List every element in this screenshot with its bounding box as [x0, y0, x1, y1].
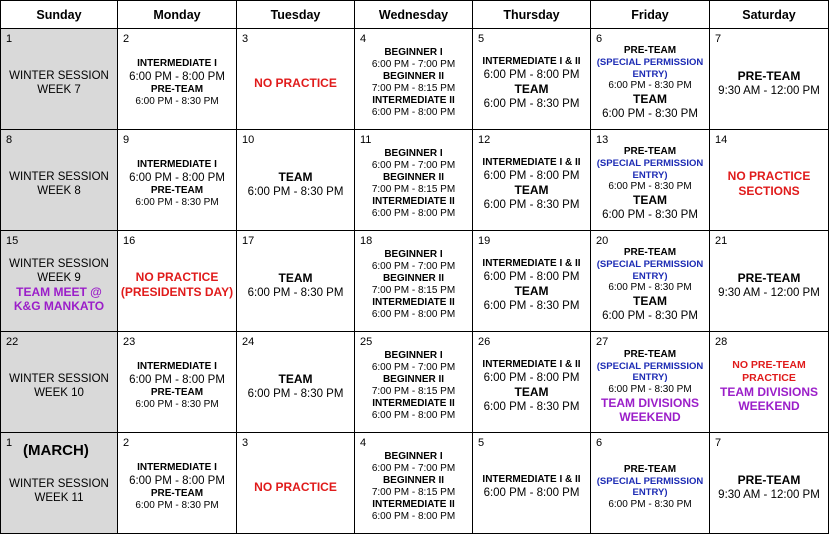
day-number: 2 [123, 33, 130, 45]
day-cell [710, 433, 829, 534]
schedule-line: TEAM [514, 182, 549, 197]
day-number: 3 [242, 33, 249, 45]
day-cell [591, 130, 710, 231]
schedule-line: TEAM DIVISIONS [719, 385, 818, 399]
day-schedule [591, 332, 709, 432]
schedule-line: WINTER SESSION [9, 373, 109, 385]
day-number: 28 [715, 336, 728, 348]
schedule-line: BEGINNER II [382, 475, 445, 486]
schedule-line: PRE-TEAM [623, 463, 677, 475]
day-cell [355, 433, 473, 534]
day-schedule [237, 433, 354, 533]
day-cell [118, 130, 237, 231]
schedule-line: INTERMEDIATE II [372, 499, 455, 510]
schedule-line: INTERMEDIATE I & II [482, 358, 581, 370]
day-cell [710, 332, 829, 433]
day-cell [1, 332, 118, 433]
week-row [1, 29, 829, 130]
schedule-line: WINTER SESSION [9, 70, 109, 82]
day-schedule [237, 29, 354, 129]
day-cell [591, 332, 710, 433]
schedule-line: 6:00 PM - 8:00 PM [483, 371, 580, 384]
schedule-line: ENTRY) [632, 372, 668, 383]
schedule-line: PRE-TEAM [737, 68, 801, 83]
day-cell [1, 231, 118, 332]
weekday-saturday: Saturday [710, 1, 829, 29]
day-cell [355, 130, 473, 231]
day-number: 25 [360, 336, 373, 348]
schedule-line: WEEK 8 [37, 185, 81, 197]
schedule-line: SECTIONS [738, 184, 800, 198]
day-schedule [118, 231, 236, 331]
day-number: 16 [123, 235, 136, 247]
day-number: 4 [360, 33, 367, 45]
calendar-body [1, 29, 829, 534]
schedule-line: PRE-TEAM [737, 472, 801, 487]
schedule-line: INTERMEDIATE I [137, 58, 217, 69]
schedule-line: NO PRACTICE [254, 75, 337, 90]
day-schedule [591, 29, 709, 129]
schedule-line: (SPECIAL PERMISSION [596, 360, 704, 372]
day-schedule [237, 130, 354, 230]
schedule-line: NO PRACTICE [254, 479, 337, 494]
day-schedule [355, 231, 472, 331]
schedule-line: 6:00 PM - 8:30 PM [135, 197, 219, 208]
schedule-line: WEEK 7 [37, 84, 81, 96]
schedule-line: 6:00 PM - 8:30 PM [608, 80, 692, 91]
schedule-line: PRE-TEAM [737, 270, 801, 285]
schedule-line: 6:00 PM - 8:00 PM [483, 169, 580, 182]
schedule-line: 6:00 PM - 8:30 PM [135, 96, 219, 107]
day-number: 6 [596, 33, 603, 45]
day-cell [237, 433, 355, 534]
day-number: 4 [360, 437, 367, 449]
schedule-line: TEAM DIVISIONS [600, 395, 699, 410]
day-cell [473, 29, 591, 130]
day-cell [1, 433, 118, 534]
weekday-thursday: Thursday [473, 1, 591, 29]
day-number: 9 [123, 134, 130, 146]
day-number: 18 [360, 235, 373, 247]
schedule-line: TEAM MEET @ [16, 285, 102, 299]
day-number: 21 [715, 235, 728, 247]
schedule-line: 6:00 PM - 8:00 PM [483, 487, 580, 499]
schedule-line: BEGINNER II [382, 172, 445, 183]
weekday-header-row [1, 1, 829, 29]
schedule-line: 9:30 AM - 12:00 PM [718, 488, 820, 501]
day-number: 14 [715, 134, 728, 146]
day-schedule [710, 130, 828, 230]
day-number: 11 [360, 134, 372, 146]
day-schedule [591, 130, 709, 230]
schedule-line: BEGINNER I [384, 249, 443, 260]
day-number: 27 [596, 336, 609, 348]
schedule-line: INTERMEDIATE I [137, 361, 217, 372]
schedule-line: 9:30 AM - 12:00 PM [718, 84, 820, 97]
schedule-line: 6:00 PM - 7:00 PM [371, 160, 456, 171]
day-schedule [118, 29, 236, 129]
schedule-line: 6:00 PM - 8:30 PM [135, 500, 219, 511]
schedule-line: WEEKEND [619, 409, 681, 424]
day-cell [118, 433, 237, 534]
schedule-line: ENTRY) [632, 169, 668, 181]
schedule-line: 6:00 PM - 8:30 PM [608, 181, 692, 192]
day-cell [591, 29, 710, 130]
schedule-line: 6:00 PM - 8:30 PM [608, 498, 692, 510]
schedule-line: WINTER SESSION [9, 478, 109, 490]
schedule-line: 6:00 PM - 7:00 PM [371, 362, 456, 373]
schedule-line: BEGINNER II [382, 273, 445, 284]
day-cell [237, 332, 355, 433]
day-number: 7 [715, 437, 722, 449]
day-schedule [237, 332, 354, 432]
schedule-line: PRE-TEAM [623, 348, 677, 360]
day-number: 23 [123, 336, 136, 348]
schedule-line: PRE-TEAM [150, 387, 204, 398]
day-cell [710, 231, 829, 332]
day-cell [710, 29, 829, 130]
day-schedule [591, 231, 709, 331]
schedule-line: 6:00 PM - 8:30 PM [608, 282, 692, 293]
schedule-line: TEAM [278, 169, 313, 184]
schedule-line: WINTER SESSION [9, 258, 109, 270]
weekday-friday: Friday [591, 1, 710, 29]
day-schedule [1, 130, 117, 230]
day-number: 20 [596, 235, 609, 247]
day-number: 6 [596, 437, 603, 449]
schedule-line: 6:00 PM - 8:00 PM [371, 511, 456, 522]
day-cell [355, 29, 473, 130]
schedule-line: TEAM [278, 270, 313, 285]
day-schedule [1, 231, 117, 331]
day-number: 7 [715, 33, 722, 45]
schedule-line: (PRESIDENTS DAY) [120, 285, 234, 299]
day-cell [355, 231, 473, 332]
schedule-line: 6:00 PM - 8:00 PM [371, 208, 456, 219]
schedule-line: (SPECIAL PERMISSION [596, 259, 704, 270]
schedule-line: BEGINNER I [384, 451, 443, 462]
schedule-line: 7:00 PM - 8:15 PM [371, 285, 456, 296]
schedule-line: INTERMEDIATE I & II [482, 156, 581, 168]
day-schedule [473, 433, 590, 533]
schedule-line: TEAM [514, 384, 549, 399]
day-schedule [473, 130, 590, 230]
schedule-line: WEEKEND [738, 399, 800, 413]
day-schedule [355, 332, 472, 432]
schedule-line: 6:00 PM - 8:00 PM [483, 68, 580, 81]
schedule-line: INTERMEDIATE II [372, 95, 455, 106]
schedule-line: BEGINNER I [384, 350, 443, 361]
day-number: 5 [478, 33, 485, 45]
schedule-line: BEGINNER I [384, 148, 443, 159]
day-number: 1 [6, 33, 13, 45]
schedule-line: 6:00 PM - 8:30 PM [602, 310, 698, 322]
schedule-line: TEAM [514, 283, 549, 298]
schedule-line: NO PRE-TEAM [732, 359, 806, 371]
schedule-line: 6:00 PM - 8:30 PM [483, 198, 580, 211]
day-schedule [118, 433, 236, 533]
schedule-line: NO PRACTICE [727, 169, 811, 183]
schedule-line: 6:00 PM - 8:00 PM [129, 374, 225, 386]
schedule-line: 6:00 PM - 8:30 PM [135, 399, 219, 410]
day-schedule [1, 332, 117, 432]
schedule-line: K&G MANKATO [13, 299, 105, 313]
schedule-line: 6:00 PM - 8:30 PM [608, 383, 692, 395]
day-cell [237, 29, 355, 130]
schedule-line: INTERMEDIATE II [372, 297, 455, 308]
day-number: 13 [596, 134, 609, 146]
schedule-line: 7:00 PM - 8:15 PM [371, 487, 456, 498]
schedule-line: PRE-TEAM [150, 185, 204, 196]
day-cell [591, 433, 710, 534]
schedule-line: NO PRACTICE [135, 270, 219, 284]
schedule-line: WEEK 11 [34, 492, 84, 504]
weekday-tuesday: Tuesday [237, 1, 355, 29]
schedule-line: TEAM [514, 81, 549, 96]
schedule-line: 6:00 PM - 8:30 PM [247, 387, 344, 400]
schedule-line: ENTRY) [632, 487, 668, 498]
schedule-line: (SPECIAL PERMISSION [596, 475, 704, 487]
schedule-line: INTERMEDIATE I & II [482, 257, 581, 269]
schedule-line: INTERMEDIATE I [137, 462, 217, 473]
schedule-line: INTERMEDIATE II [372, 196, 455, 207]
week-row [1, 433, 829, 534]
schedule-line: 6:00 PM - 8:30 PM [602, 108, 698, 120]
day-cell [237, 130, 355, 231]
schedule-line: 6:00 PM - 8:00 PM [483, 270, 580, 283]
schedule-line: TEAM [633, 294, 667, 308]
weekday-sunday: Sunday [1, 1, 118, 29]
day-cell [1, 29, 118, 130]
day-number: 8 [6, 134, 13, 146]
day-schedule [118, 332, 236, 432]
day-schedule [473, 332, 590, 432]
week-row [1, 231, 829, 332]
schedule-line: 6:00 PM - 8:30 PM [247, 286, 344, 299]
schedule-line: TEAM [633, 193, 667, 207]
month-label: (MARCH) [23, 442, 89, 459]
schedule-line: 6:00 PM - 7:00 PM [371, 463, 456, 474]
day-number: 1 [6, 437, 13, 449]
day-cell [473, 332, 591, 433]
schedule-line: BEGINNER II [382, 71, 445, 82]
day-number: 19 [478, 235, 491, 247]
schedule-line: WEEK 9 [37, 272, 81, 284]
day-cell [710, 130, 829, 231]
schedule-line: (SPECIAL PERMISSION [596, 158, 704, 169]
day-number: 12 [478, 134, 491, 146]
weekday-wednesday: Wednesday [355, 1, 473, 29]
day-number: 22 [6, 336, 19, 348]
day-number: 17 [242, 235, 255, 247]
day-cell [118, 231, 237, 332]
day-schedule [473, 29, 590, 129]
day-cell [473, 130, 591, 231]
schedule-line: 6:00 PM - 8:00 PM [129, 475, 225, 487]
day-cell [473, 231, 591, 332]
weekday-monday: Monday [118, 1, 237, 29]
day-number: 26 [478, 336, 491, 348]
day-cell [237, 231, 355, 332]
schedule-line: PRE-TEAM [623, 146, 677, 157]
schedule-line: TEAM [278, 371, 313, 386]
day-schedule [1, 29, 117, 129]
schedule-line: 6:00 PM - 8:00 PM [371, 410, 456, 421]
schedule-line: PRE-TEAM [623, 247, 677, 258]
schedule-line: 6:00 PM - 8:00 PM [371, 107, 456, 118]
day-number: 5 [478, 437, 485, 449]
day-schedule [355, 130, 472, 230]
schedule-line: ENTRY) [632, 270, 668, 282]
schedule-line: PRACTICE [742, 372, 796, 384]
schedule-line: 6:00 PM - 8:30 PM [483, 400, 580, 413]
day-schedule [710, 29, 828, 129]
day-number: 2 [123, 437, 130, 449]
week-row [1, 332, 829, 433]
schedule-line: 9:30 AM - 12:00 PM [718, 286, 820, 299]
day-schedule [118, 130, 236, 230]
schedule-line: 6:00 PM - 8:00 PM [129, 172, 225, 184]
schedule-line: 6:00 PM - 8:00 PM [129, 71, 225, 83]
week-row [1, 130, 829, 231]
schedule-line: WEEK 10 [34, 387, 84, 399]
day-schedule [710, 433, 828, 533]
schedule-line: 6:00 PM - 8:30 PM [483, 97, 580, 110]
schedule-line: PRE-TEAM [150, 488, 204, 499]
schedule-line: BEGINNER I [384, 47, 443, 58]
schedule-line: 6:00 PM - 8:30 PM [602, 209, 698, 221]
schedule-line: (SPECIAL PERMISSION [596, 57, 704, 68]
schedule-line: 7:00 PM - 8:15 PM [371, 386, 456, 397]
day-number: 10 [242, 134, 255, 146]
day-schedule [710, 231, 828, 331]
schedule-line: 6:00 PM - 7:00 PM [371, 59, 456, 70]
day-cell [1, 130, 118, 231]
schedule-line: PRE-TEAM [623, 45, 677, 56]
day-cell [118, 332, 237, 433]
schedule-line: 7:00 PM - 8:15 PM [371, 184, 456, 195]
day-cell [473, 433, 591, 534]
day-schedule [355, 433, 472, 533]
schedule-line: ENTRY) [632, 68, 668, 80]
day-cell [355, 332, 473, 433]
schedule-line: 7:00 PM - 8:15 PM [371, 83, 456, 94]
schedule-line: WINTER SESSION [9, 171, 109, 183]
schedule-line: INTERMEDIATE II [372, 398, 455, 409]
schedule-line: PRE-TEAM [150, 84, 204, 95]
day-number: 15 [6, 235, 19, 247]
schedule-line: INTERMEDIATE I [137, 159, 217, 170]
day-number: 24 [242, 336, 255, 348]
schedule-line: 6:00 PM - 8:30 PM [247, 185, 344, 198]
day-schedule [237, 231, 354, 331]
schedule-line: 6:00 PM - 8:30 PM [483, 299, 580, 312]
day-schedule [473, 231, 590, 331]
schedule-line: BEGINNER II [382, 374, 445, 385]
schedule-line: INTERMEDIATE I & II [482, 474, 581, 485]
day-schedule [355, 29, 472, 129]
schedule-line: TEAM [633, 92, 667, 106]
schedule-line: 6:00 PM - 8:00 PM [371, 309, 456, 320]
day-cell [118, 29, 237, 130]
day-schedule [591, 433, 709, 533]
day-number: 3 [242, 437, 249, 449]
schedule-line: INTERMEDIATE I & II [482, 55, 581, 67]
day-schedule [710, 332, 828, 432]
schedule-line: 6:00 PM - 7:00 PM [371, 261, 456, 272]
day-cell [591, 231, 710, 332]
